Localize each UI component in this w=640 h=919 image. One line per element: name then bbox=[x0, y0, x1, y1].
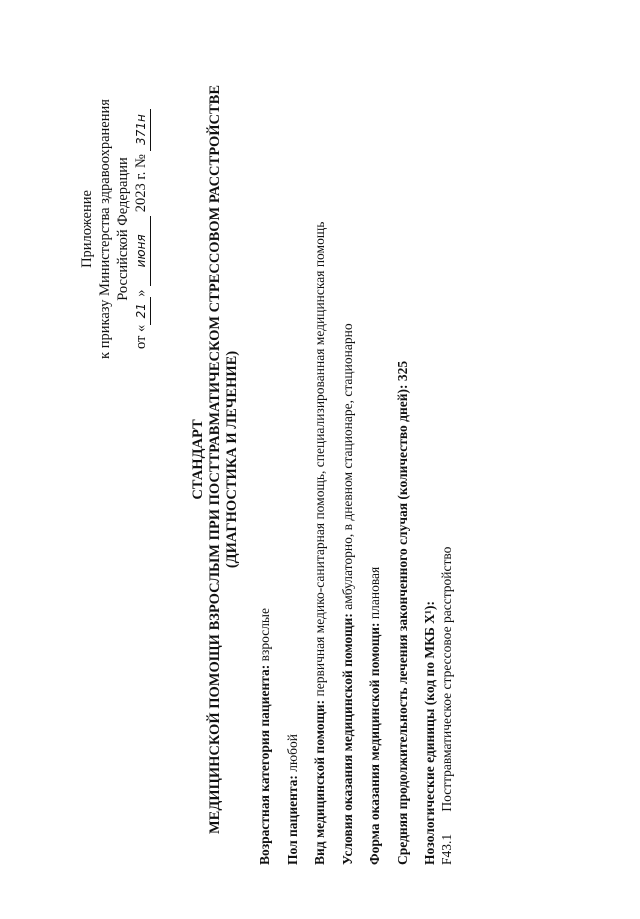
field-duration: Средняя продолжительность лечения законченного случая (количество дней): 325 bbox=[394, 360, 410, 865]
annex-line-1: к приказу Министерства здравоохранения bbox=[97, 99, 113, 359]
standard-title bbox=[190, 0, 241, 919]
field-age: Возрастная категория пациента: взрослые bbox=[257, 608, 272, 865]
order-day: 21 bbox=[132, 297, 151, 325]
annex-line-2: Российской Федерации bbox=[115, 157, 131, 301]
field-nosology-header: Нозологические единицы (код по МКБ X¹): bbox=[422, 601, 437, 865]
field-care-form: Форма оказания медицинской помощи: плановая bbox=[367, 566, 382, 865]
nosology-code: F43.1 bbox=[439, 833, 454, 865]
title-line-2: МЕДИЦИНСКОЙ ПОМОЩИ ВЗРОСЛЫМ ПРИ ПОСТТРАВМАТИЧЕСКОМ СТРЕССОВОМ РАССТРОЙСТВЕ bbox=[207, 84, 223, 835]
field-care-type: Вид медицинской помощи: первичная медико-санитарная помощь, специализированная медицинская помощь bbox=[312, 221, 327, 865]
field-care-conditions: Условия оказания медицинской помощи: амбулаторно, в дневном стационаре, стационарно bbox=[339, 323, 355, 865]
title-line-1: СТАНДАРТ bbox=[190, 419, 206, 500]
order-month: июня bbox=[132, 216, 151, 286]
order-number: 371н bbox=[132, 109, 151, 151]
title-line-3: (ДИАГНОСТИКА И ЛЕЧЕНИЕ) bbox=[224, 350, 240, 569]
standard-fields bbox=[256, 25, 449, 865]
order-year: 2023 г. № bbox=[133, 154, 149, 213]
nosology-name: Посттравматическое стрессовое расстройство bbox=[439, 546, 454, 812]
order-prefix: от « bbox=[133, 324, 149, 349]
order-line bbox=[132, 99, 151, 359]
annex-title: Приложение bbox=[79, 190, 95, 268]
nosology-row bbox=[438, 265, 455, 865]
order-mid: » bbox=[133, 289, 149, 297]
field-sex: Пол пациента: любой bbox=[284, 734, 300, 865]
annex-block bbox=[78, 99, 151, 359]
